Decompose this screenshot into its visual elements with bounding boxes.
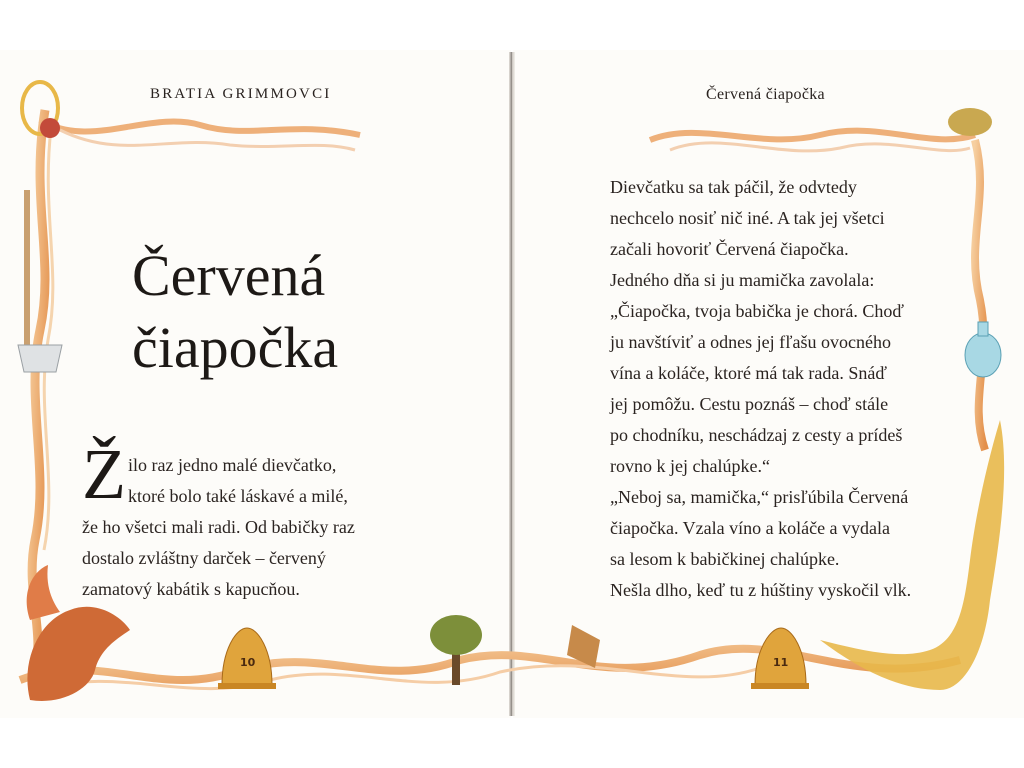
text-line: rovno k jej chalúpke.“ [610, 456, 770, 476]
bottle-icon [965, 333, 1001, 377]
text-line: že ho všetci mali radi. Od babičky raz [82, 517, 355, 537]
ribbon-left-vertical-2 [44, 120, 53, 550]
text-line: sa lesom k babičkinej chalúpke. [610, 549, 840, 569]
page-number-right: 11 [773, 656, 789, 669]
hammer-head-icon [18, 345, 62, 372]
text-line: čiapočka. Vzala víno a koláče a vydala [610, 518, 891, 538]
hammer-handle-icon [24, 190, 30, 350]
running-head-left: BRATIA GRIMMOVCI [150, 86, 332, 102]
bell-right-base [751, 683, 809, 689]
text-line: vína a koláče, ktoré má tak rada. Snáď [610, 363, 888, 383]
text-line: zamatový kabátik s kapucňou. [82, 579, 300, 599]
text-line: jej pomôžu. Cestu poznáš – choď stále [610, 394, 889, 414]
drop-cap: Ž [82, 434, 126, 514]
tree-icon [430, 615, 482, 655]
text-line: Nešla dlho, keď tu z húštiny vyskočil vlk. [610, 580, 912, 600]
running-head-right: Červená čiapočka [706, 86, 825, 103]
text-line: Dievčatku sa tak páčil, že odvtedy [610, 177, 857, 197]
ribbon-top-right-2 [670, 143, 970, 151]
text-line: začali hovoriť Červená čiapočka. [610, 239, 849, 259]
text-line: Jedného dňa si ju mamička zavolala: [610, 270, 875, 290]
text-line: ju navštíviť a odnes jej fľašu ovocného [610, 332, 891, 352]
ribbon-top-left [40, 120, 360, 135]
text-line: dostalo zvláštny darček – červený [82, 548, 326, 568]
title-line-1: Červená [132, 243, 326, 308]
text-line: ktoré bolo také láskavé a milé, [128, 486, 348, 506]
right-paragraph [610, 172, 950, 606]
dragon-icon [27, 607, 130, 701]
ribbon-top-right [650, 131, 975, 140]
teapot-icon [948, 108, 992, 136]
text-line: nechcelo nosiť nič iné. A tak jej všetci [610, 208, 885, 228]
ribbon-right-vertical [975, 140, 985, 450]
ladybug-icon [40, 118, 60, 138]
title-line-2: čiapočka [132, 315, 339, 380]
bell-left-base [218, 683, 276, 689]
text-line: „Neboj sa, mamička,“ prisľúbila Červená [610, 487, 909, 507]
text-line: ilo raz jedno malé dievčatko, [128, 455, 337, 475]
story-title [132, 240, 432, 384]
text-line: „Čiapočka, tvoja babička je chorá. Choď [610, 301, 905, 321]
page-number-left: 10 [240, 656, 256, 669]
left-paragraph [82, 450, 402, 605]
bottle-neck [978, 322, 988, 336]
text-line: po chodníku, neschádzaj z cesty a prídeš [610, 425, 903, 445]
